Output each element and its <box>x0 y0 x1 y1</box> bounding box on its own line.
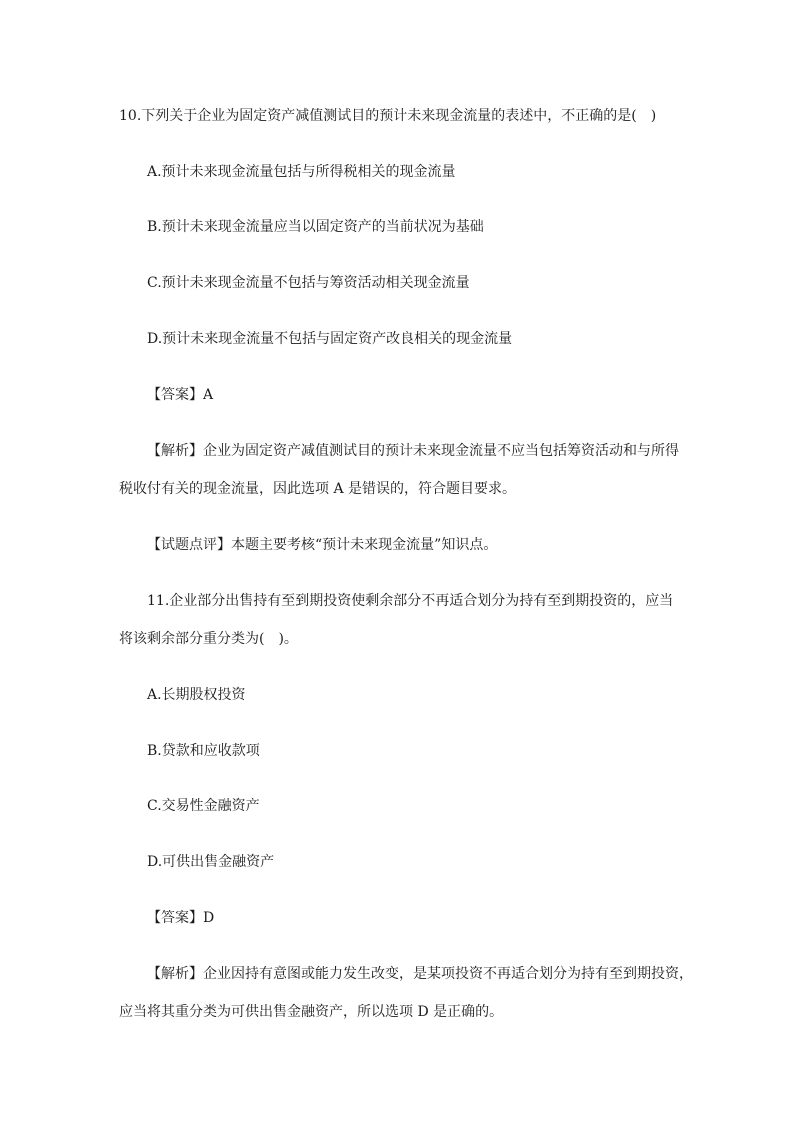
q10-option-d: D.预计未来现金流量不包括与固定资产改良相关的现金流量 <box>147 331 513 347</box>
q11-analysis-line1: 【解析】企业因持有意图或能力发生改变，是某项投资不再适合划分为持有至到期投资， <box>147 966 693 982</box>
q11-option-c: C.交易性金融资产 <box>147 798 260 814</box>
q10-stem: 10.下列关于企业为固定资产减值测试目的预计未来现金流量的表述中，不正确的是( ) <box>119 108 657 124</box>
q11-stem-line2: 将该剩余部分重分类为( )。 <box>119 631 298 647</box>
q11-option-d: D.可供出售金融资产 <box>147 854 275 870</box>
q10-comment: 【试题点评】本题主要考核“预计未来现金流量”知识点。 <box>147 537 498 553</box>
q11-option-b: B.贷款和应收款项 <box>147 743 260 759</box>
q10-option-a: A.预计未来现金流量包括与所得税相关的现金流量 <box>147 164 456 180</box>
q10-answer: 【答案】A <box>147 387 214 403</box>
q10-option-c: C.预计未来现金流量不包括与筹资活动相关现金流量 <box>147 275 470 291</box>
q11-stem-line1: 11.企业部分出售持有至到期投资使剩余部分不再适合划分为持有至到期投资的，应当 <box>147 593 674 609</box>
q11-option-a: A.长期股权投资 <box>147 687 246 703</box>
q10-analysis-line2: 税收付有关的现金流量，因此选项 A 是错误的，符合题目要求。 <box>119 481 517 497</box>
q10-analysis-line1: 【解析】企业为固定资产减值测试目的预计未来现金流量不应当包括筹资活动和与所得 <box>147 443 679 459</box>
q10-option-b: B.预计未来现金流量应当以固定资产的当前状况为基础 <box>147 219 484 235</box>
q11-analysis-line2: 应当将其重分类为可供出售金融资产，所以选项 D 是正确的。 <box>119 1004 504 1020</box>
q11-answer: 【答案】D <box>147 910 215 926</box>
